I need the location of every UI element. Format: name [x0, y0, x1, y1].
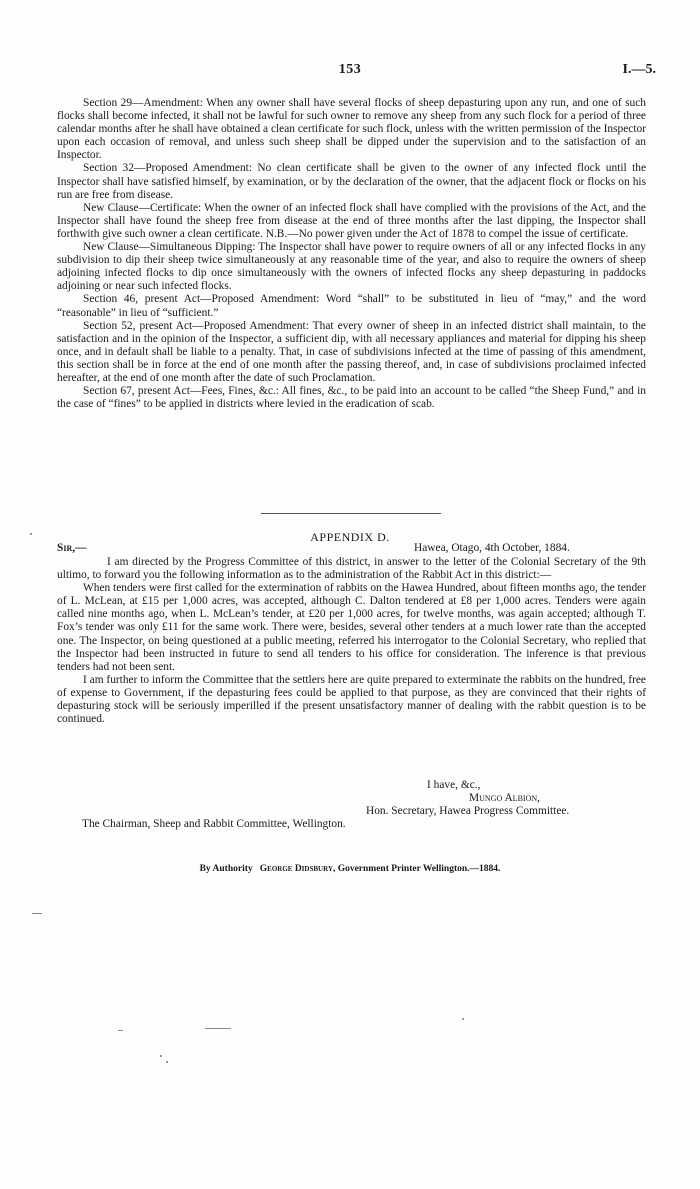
letter-paragraph: I am further to inform the Committee that the settlers here are quite prepared to exterminate the rabbits on the hundred, free of expense to Government, if the depasturing fees could be applied to that purpose, as they are convinced that their rights of depasturing stock will be seriously imperilled if the present unsatisfactory manner of dealing with the rabbit question is to be continued. [57, 673, 646, 726]
salutation: Sir,— [57, 542, 87, 554]
printer-imprint [0, 864, 700, 874]
letter-dateline: Hawea, Otago, 4th October, 1884. [414, 542, 570, 554]
document-reference: I.—5. [622, 62, 656, 77]
scan-speck [160, 1055, 162, 1057]
letter-addressee: The Chairman, Sheep and Rabbit Committee, Wellington. [82, 818, 346, 830]
scan-speck [205, 1028, 231, 1029]
page-number: 153 [338, 62, 362, 77]
scan-speck [166, 1061, 168, 1063]
imprint-suffix: , Government Printer Wellington.—1884. [332, 864, 501, 874]
signatory-name: Mungo Albion, [469, 792, 540, 804]
amendment-section-46: Section 46, present Act—Proposed Amendment: Word “shall” to be substituted in lieu of “may,” and the word “reasonable” in lieu of “sufficient.” [57, 293, 646, 319]
amendment-section-52: Section 52, present Act—Proposed Amendment: That every owner of sheep in an infected district shall maintain, to the satisfaction and in the opinion of the Inspector, a sufficient dip, with all necessary appliances and material for dipping his sheep once, and in default shall be liable to a penalty. That, in case of subdivisions infected at the time of passing of this amendment, this section shall be in force at the end of one month after the passing thereof, and, in case of subdivisions proclaimed infected hereafter, at the end of one month after the date of such Proclamation. [57, 319, 646, 384]
new-clause-simultaneous-dipping: New Clause—Simultaneous Dipping: The Inspector shall have power to require owners of all or any infected flocks in any subdivision to dip their sheep twice simultaneously at any reasonable time of the year, and also to require the owners of sheep adjoining infected flocks to dip once simultaneously with the owners of infected flocks any sheep depasturing in paddocks adjoining or near such infected flocks. [57, 241, 646, 293]
scan-speck [32, 913, 42, 914]
letter-paragraph: I am directed by the Progress Committee of this district, in answer to the letter of the Colonial Secretary of the 9th ultimo, to forward you the following information as to the administration of the Rabbit Act in this district:— [57, 556, 646, 582]
amendment-section-32: Section 32—Proposed Amendment: No clean certificate shall be given to the owner of any infected flock until the Inspector shall have satisfied himself, by examination, or by the declaration of the owner, that the adjacent flock or flocks on his run are free from disease. [57, 162, 646, 201]
letter-body [57, 556, 646, 726]
scan-speck [462, 1018, 464, 1020]
new-clause-certificate: New Clause—Certificate: When the owner of an infected flock shall have complied with the provisions of the Act, and the Inspector shall have found the sheep free from disease at the end of three months after the last dipping, the Inspector shall forthwith give such owner a clean certificate. N.B.—No power given under the Act of 1878 to compel the issue of certificate. [57, 201, 646, 240]
valediction: I have, &c., [427, 779, 481, 791]
amendments-section [57, 97, 646, 411]
imprint-prefix: By Authority [199, 864, 253, 874]
section-divider [261, 513, 441, 514]
amendment-section-29: Section 29—Amendment: When any owner shall have several flocks of sheep depasturing upon any run, and one of such flocks shall become infected, it shall not be lawful for such owner to remove any sheep from any such flock for a period of three calendar months after he shall have obtained a clean certificate for such flock, unless with the written permission of the Inspector upon each occasion of removal, and unless such sheep shall be dipped under the supervision and to the satisfaction of an Inspector. [57, 97, 646, 162]
signatory-title: Hon. Secretary, Hawea Progress Committee. [366, 805, 570, 817]
letter-paragraph: When tenders were first called for the extermination of rabbits on the Hawea Hundred, about fifteen months ago, the tender of L. McLean, at £15 per 1,000 acres, was accepted, although C. Dalton tendered at £8 per 1,000 acres. Tenders were again called nine months ago, when L. McLean’s tender, at £20 per 1,000 acres, for twelve months, was again accepted; although T. Fox’s tender was only £11 for the same work. There were, besides, several other tenders at a much lower rate than the accepted one. The Inspector, on being questioned at a public meeting, referred his interrogator to the Colonial Secretary, who replied that the Inspector had been instructed in future to send all tenders to his office for consideration. The inference is that previous tenders had not been sent. [57, 582, 646, 673]
amendment-section-67: Section 67, present Act—Fees, Fines, &c.: All fines, &c., to be paid into an account to be called “the Sheep Fund,” and in the case of “fines” to be applied in districts where levied in the eradication of scab. [57, 385, 646, 411]
appendix-title: APPENDIX D. [310, 530, 390, 544]
scan-speck [30, 533, 32, 535]
printer-name: George Didsbury [259, 864, 333, 874]
scan-speck [118, 1030, 123, 1031]
